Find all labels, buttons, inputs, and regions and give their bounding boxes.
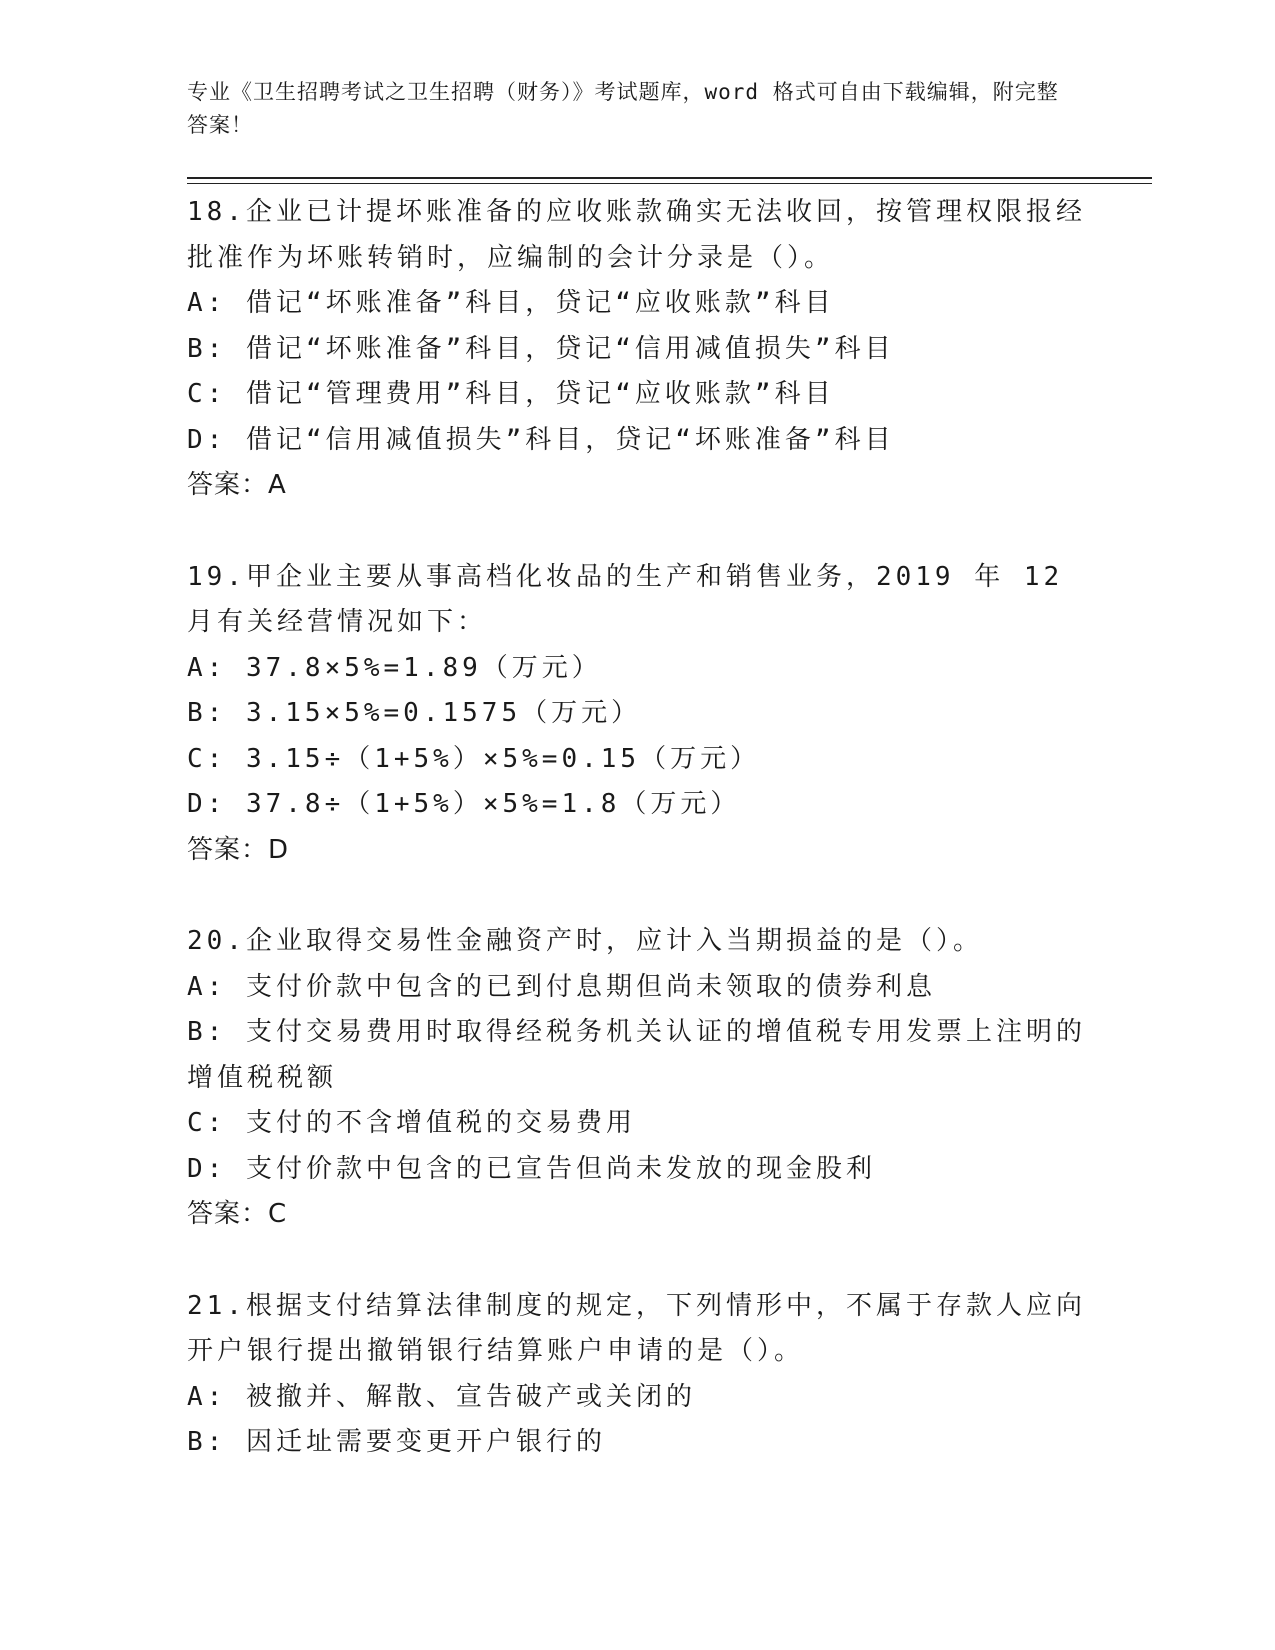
option-a: A: 37.8×5%=1.89（万元） [187,652,602,683]
question-19 [187,555,1087,874]
answer-line: 答案：A [187,470,287,500]
question-stem: 21.根据支付结算法律制度的规定，下列情形中，不属于存款人应向开户银行提出撤销银行结算账户申请的是（）。 [187,1290,1086,1366]
option-c: C: 借记“管理费用”科目，贷记“应收账款”科目 [187,379,835,409]
question-stem: 20.企业取得交易性金融资产时，应计入当期损益的是（）。 [187,926,983,956]
question-18 [187,190,1087,509]
option-d: D: 借记“信用减值损失”科目，贷记“坏账准备”科目 [187,424,895,455]
document-header: 专业《卫生招聘考试之卫生招聘（财务）》考试题库，word 格式可自由下载编辑，附完整答案！ [187,80,1059,137]
option-b: B: 3.15×5%=0.1575（万元） [187,698,642,728]
option-b: B: 支付交易费用时取得经税务机关认证的增值税专用发票上注明的增值税税额 [187,1017,1086,1093]
question-20 [187,919,1087,1238]
question-21 [187,1284,1087,1466]
question-stem: 19.甲企业主要从事高档化妆品的生产和销售业务，2019 年 12 月有关经营情况如下： [187,561,1083,637]
answer-line: 答案：D [187,834,290,865]
header-divider-thin [187,183,1152,184]
question-list [187,190,1087,1512]
option-a: A: 支付价款中包含的已到付息期但尚未领取的债券利息 [187,971,936,1002]
option-b: B: 借记“坏账准备”科目，贷记“信用减值损失”科目 [187,333,895,364]
option-a: A: 被撤并、解散、宣告破产或关闭的 [187,1381,696,1412]
answer-line: 答案：C [187,1199,288,1229]
option-c: C: 支付的不含增值税的交易费用 [187,1108,636,1138]
option-d: D: 支付价款中包含的已宣告但尚未发放的现金股利 [187,1153,876,1184]
question-stem: 18.企业已计提坏账准备的应收账款确实无法收回，按管理权限报经批准作为坏账转销时，应编制的会计分录是（）。 [187,197,1086,273]
option-b: B: 因迁址需要变更开户银行的 [187,1427,606,1457]
option-c: C: 3.15÷（1+5%）×5%=0.15（万元） [187,743,761,774]
option-d: D: 37.8÷（1+5%）×5%=1.8（万元） [187,789,741,819]
header-divider-thick [187,177,1152,179]
option-a: A: 借记“坏账准备”科目，贷记“应收账款”科目 [187,288,835,318]
